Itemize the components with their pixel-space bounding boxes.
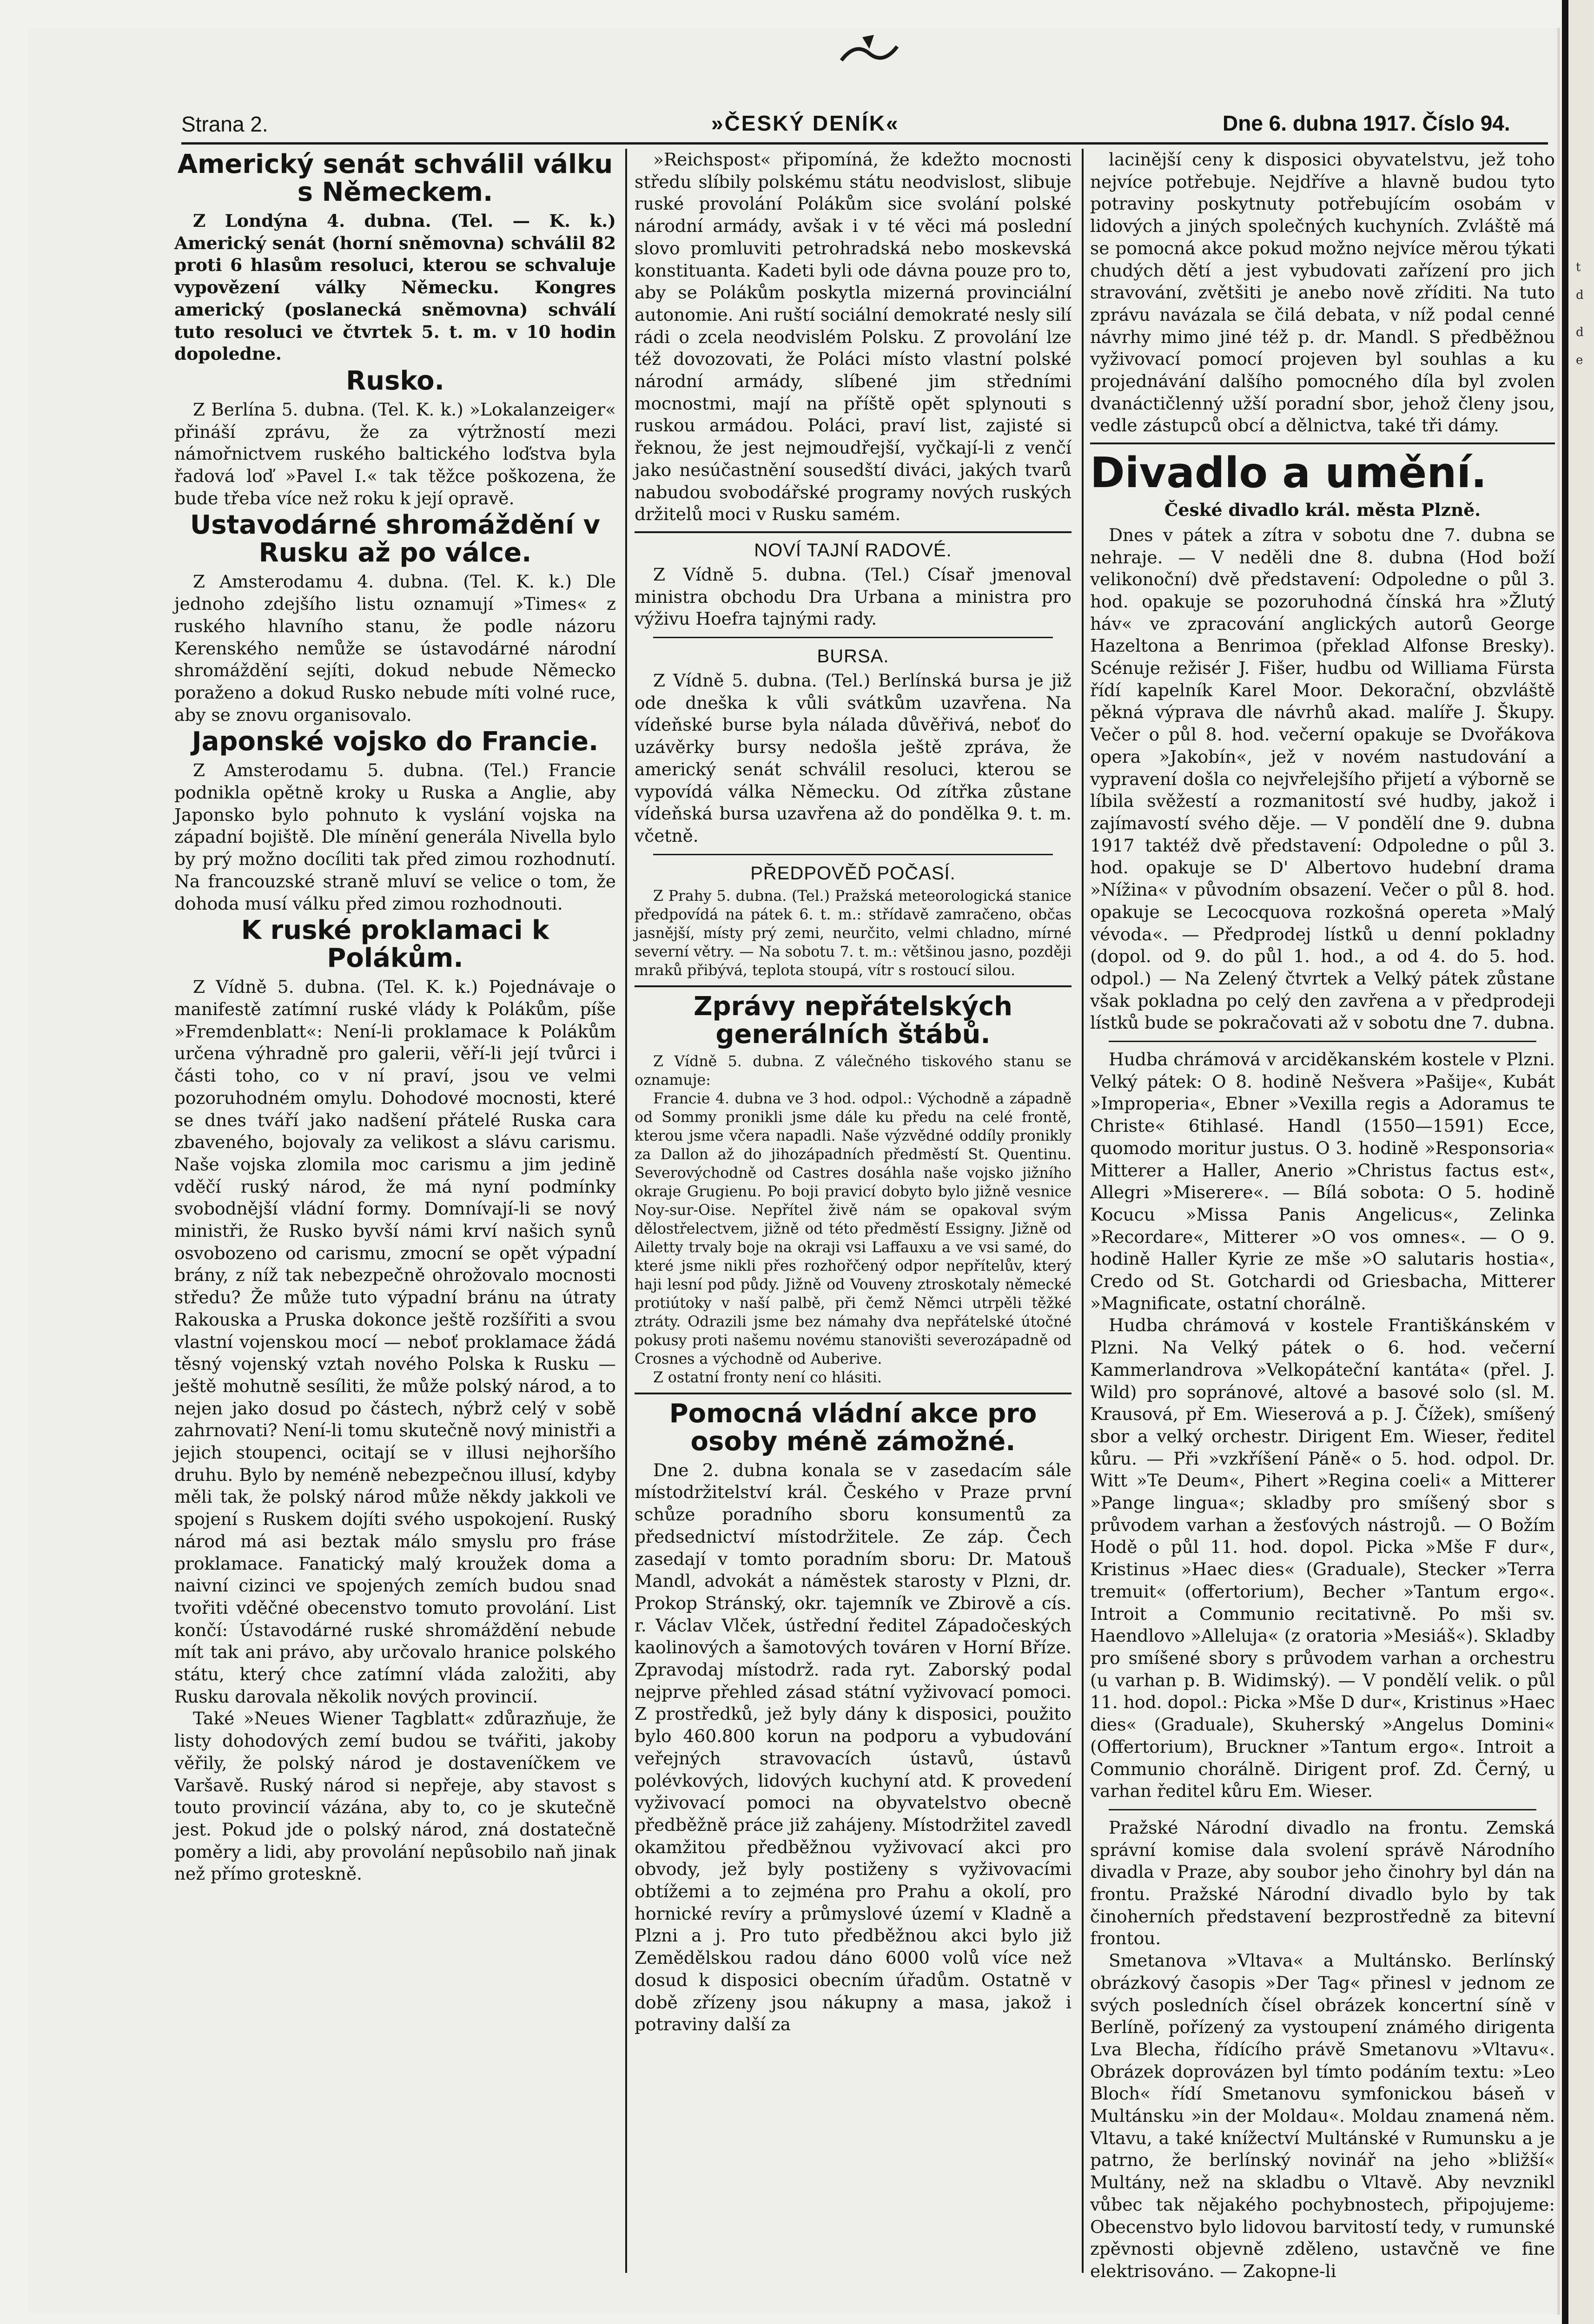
article-headline: Rusko. bbox=[346, 365, 444, 396]
article-body: Z Vídně 5. dubna. Z válečného tiskového stanu se oznamuje: bbox=[635, 1053, 1071, 1089]
masthead-ornament-icon bbox=[837, 28, 902, 70]
article-body: Z Berlína 5. dubna. (Tel. K. k.) »Lokalanzeiger« přináší zprávu, že za výtržností mezi námořnictvem ruského baltického loďstva byla řadová loď »Pavel I.« tak těžce poškozena, že bude třeba více než roku k její opravě. bbox=[174, 399, 616, 508]
edge-letter: e bbox=[1576, 353, 1583, 367]
article-body: Z Amsterodamu 5. dubna. (Tel.) Francie podnikla opětně kroky u Ruska a Anglie, aby Japonsko bylo pohnuto k vyslání vojska na západní bojiště. Dle mínění generála Nivella bylo by prý možno docíliti tak před zimou rozhodnutí. Na francouzské straně mluví se velice o tom, že dohoda musí válku před zimou rozhodnouti. bbox=[174, 760, 616, 914]
article-body: Z Vídně 5. dubna. (Tel.) Berlínská bursa je již ode dneška k vůli svátkům uzavřena. Na vídeňské burse byla nálada důvěřivá, neboť do uzávěrky bursy nedošla ještě zpráva, že americký senát schválil resoluci, kterou se vypovídá válka Německu. Od zítřka zůstane vídeňská bursa uzavřena až do pondělka 9. t. m. včetně. bbox=[635, 670, 1071, 846]
article-subheadline: České divadlo král. města Plzně. bbox=[1164, 500, 1481, 521]
article-body: Z Vídně 5. dubna. (Tel.) Císař jmenoval ministra obchodu Dra Urbana a ministra pro výživu Hoefra tajnými rady. bbox=[635, 564, 1071, 629]
article-body: Z ostatní fronty není co hlásiti. bbox=[653, 1369, 882, 1386]
adjacent-page-strip bbox=[1568, 0, 1594, 2324]
issue-date: Dne 6. dubna 1917. Číslo 94. bbox=[1223, 111, 1510, 135]
page-number: Strana 2. bbox=[181, 112, 268, 136]
section-rule bbox=[635, 1393, 1071, 1394]
edge-letter: d bbox=[1576, 288, 1584, 302]
article-body: Z Londýna 4. dubna. (Tel. — K. k.) Americký senát (horní sněmovna) schválil 82 proti 6 hlasům resoluci, kterou se schvaluje vypovězení války Německu. Kongres americký (poslanecká sněmovna) schválí tuto resoluci ve čtvrtek 5. t. m. v 10 hodin dopoledne. bbox=[174, 211, 616, 364]
adjacent-page-edge bbox=[1562, 0, 1594, 2324]
article-body: Francie 4. dubna ve 3 hod. odpol.: Východně a západně od Sommy pronikli jsme dále ku předu na celé frontě, kterou jsme včera napadli. Naše výzvědné oddíly pronikly za Dallon až do jihozápadních předměstí St. Quentinu. Severovýchodně od Castres dosáhla naše vojsko jižního okraje Grugienu. Po boji pravicí dobyto bylo jižně vesnice Noy-sur-Oise. Nepřítel živě nám se opakoval svým dělostřelectvem, jižně od této předměstí Essigny. Jižně od Ailetty trvaly boje na okraji vsi Laffauxu a ve vsi samé, do které jsme nikli přes rozhořčený odpor nepřítelův, který haji lesní pod půdy. Jižně od Vouveny ztroskotaly německé protiútoky v naší palbě, při čemž Němci utrpěli těžké ztráty. Odrazili jsme bez námahy dva nepřátelské útočné pokusy proti našemu novému stanovišti severozápadně od Crosnes a východně od Auberive. bbox=[635, 1090, 1071, 1367]
article-body: Smetanova »Vltava« a Multánsko. Berlínský obrázkový časopis »Der Tag« přinesl v jednom ze svých posledních čísel obrázek koncertní síně v Berlíně, pořízený za vystoupení známého dirigenta Lva Blecha, řídícího právě Smetanovu »Vltavu«. Obrázek doprovázen byl tímto podáním textu: »Leo Bloch« řídí Smetanovu symfonickou báseň v Multánsku »in der Moldau«. Moldau znamená něm. Vltavu, a také knížectví Multánské v Rumunsku a je patrno, že berlínský novinář na jeho »bližší« Multány, než na skladbu o Vltavě. Aby nevznikl vůbec tak nějakého pochybnostech, připojujeme: Obecenstvo bylo lidovou barvitostí tedy, v rumunské zpěvnosti objevně zděleno, ustavčně ve fine elektrisováno. — Zakopne-li bbox=[1090, 1950, 1555, 2281]
edge-letter: t bbox=[1576, 260, 1581, 274]
article-headline: K ruské proklamaci k Polákům. bbox=[241, 915, 549, 974]
header-rule bbox=[181, 142, 1548, 145]
article-headline: Americký senát schválil válku s Německem. bbox=[177, 149, 613, 207]
section-rule bbox=[1109, 1041, 1536, 1042]
article-headline: PŘEDPOVĚĎ POČASÍ. bbox=[750, 863, 956, 884]
section-rule bbox=[635, 985, 1071, 987]
page-header bbox=[181, 107, 1562, 144]
masthead-title: »ČESKÝ DENÍK« bbox=[711, 111, 900, 135]
article-body: lacinější ceny k disposici obyvatelstvu, jež toho nejvíce potřebuje. Nejdříve a hlavně budou tyto potraviny poskytnuty potřebujícím osobám v lidových a jiných společných kuchyních. Zvláště má se pomocná akce pokud možno nejvíce měrou týkati chudých dětí a jest vybudovati zařízení pro jich stravování, zvětšiti je anebo nově zříditi. Na tuto zprávu navázala se čilá debata, v níž podal cenné návrhy mimo jiné též p. dr. Mandl. S předběžnou vyživovací pomocí projeven byl souhlas a ku projednávání dalšího pomocného díla byl zvolen dvanáctičlenný užší poradní sbor, jehož členy jsou, vedle zástupců obcí a dělnictva, také tři dámy. bbox=[1090, 149, 1555, 436]
article-body: Hudba chrámová v kostele Františkánském v Plzni. Na Velký pátek o 6. hod. večerní Kammerlandrova »Velkopáteční kantáta« (přel. J. Wild) pro sopránové, altové a basové solo (sl. M. Krausová, př Em. Wieserová a p. J. Čížek), smíšený sbor a velký orchestr. Dirigent Em. Wieser, ředitel kůru. — Při »vzkříšení Páně« o 5. hod. odpol. Dr. Witt »Te Deum«, Pihert »Regina coeli« a Mitterer »Pange lingua«; skladby pro smíšený sbor s průvodem varhan a žesťových nástrojů. — O Božím Hodě o půl 11. hod. dopol. Picka »Mše F dur«, Kristinus »Haec dies« (Graduale), Stecker »Terra tremuit« (offertorium), Becher »Tantum ergo«. Introit a Communio recitativně. Po mši sv. Haendlovo »Alleluja« (z oratoria »Mesiáš«). Skladby pro smíšené sbory s průvodem varhan a orchestru (u varhan p. B. Widimský). — V pondělí velik. o půl 11. hod. dopol.: Picka »Mše D dur«, Kristinus »Haec dies« (Graduale), Skuherský »Angelus Domini« (Offertorium), Bruckner »Tantum ergo«. Introit a Communio chorálně. Dirigent prof. Zd. Černý, u varhan ředitel kůru Em. Wieser. bbox=[1090, 1315, 1555, 1802]
article-headline: BURSA. bbox=[817, 646, 889, 667]
article-body: »Reichspost« připomíná, že kdežto mocnosti středu slíbily polskému státu neodvislost, slibuje ruské provolání Polákům sice svolání polské národní armády, avšak i v té věci má poslední slovo promluviti petrohradská nebo moskevská konstituanta. Kadeti byli ode dávna pouze pro to, aby se Polákům poskytla mizerná provinciální autonomie. Ani ruští sociální demokraté nesly silí rádi o zcela neodvislém Polsku. Z provolání lze též dovozovati, že Poláci místo vlastní polské národní armády, slíbené jim středními mocnostmi, mají na příště opět splynouti s ruskou armádou. Poláci, praví list, zajisté si řeknou, že jest nejmoudřejší, vyčkají-li z venčí jako nesúčastnění sousedští diváci, jakých tvarů nabudou svobodářské programy nových ruských držitelů moci v Rusku samém. bbox=[635, 149, 1071, 525]
article-body: Dnes v pátek a zítra v sobotu dne 7. dubna se nehraje. — V neděli dne 8. dubna (Hod boží velikonoční) dvě představení: Odpoledne o půl 3. hod. opakuje se pozoruhodná čínská hra »Žlutý háv« ve zpracování anglických autorů George Hazeltona a Benrimoa (překlad Alfonse Bresky). Scénuje režisér J. Fišer, hudbu od Williama Fürsta řídí kapelník Karel Moor. Dekorační, obzvláště pěkná výprava dle návrhů akad. malíře J. Škupy. Večer o půl 8. hod. večerní opakuje se Dvořákova opera »Jakobín«, jež v novém nastudování a vypravení došla co nejvřelejšího přijetí a výborně se líbila svěžestí a rozmanitostí své hudby, jakož i zajímavostí svého děje. — V pondělí dne 9. dubna 1917 taktéž dvě představení: Odpoledne o půl 3. hod. opakuje se D' Albertovo hudební drama »Nížina« v původním obsazení. Večer o půl 8. hod. opakuje se Lecocquova rozkošná opereta »Malý vévoda«. — Předprodej lístků u denní pokladny (dopol. od 9. do půl 1. hod., a od 4. do 5. hod. odpol.) — Na Zelený čtvrtek a Velký pátek zůstane však pokladna po celý den zavřena a v předprodeji lístků bude se pokračovati až v sobotu dne 7. dubna. bbox=[1090, 524, 1555, 1033]
article-body: Hudba chrámová v arciděkanském kostele v Plzni. Velký pátek: O 8. hodině Nešvera »Pašije«, Kubát »Improperia«, Ebner »Vexilla regis a Adoramus te Christe« 6tihlasé. Handl (1550—1591) Ecce, quomodo moritur justus. O 3. hodině »Responsoria« Mitterer a Haller, Anerio »Christus factus est«, Allegri »Miserere«. — Bílá sobota: O 5. hodině Kocucu »Missa Panis Angelicus«, Zelinka »Recordare«, Mitterer »O vos omnes«. — O 9. hodině Haller Kyrie ze mše »O salutaris hostia«, Credo od St. Gotchardi od Griesbacha, Mitterer »Magnificate, ostatní chorálně. bbox=[1090, 1049, 1555, 1314]
article-body: Z Prahy 5. dubna. (Tel.) Pražská meteorologická stanice předpovídá na pátek 6. t. m.: střídavě zamračeno, občas jasnější, místy prý zemi, neurčito, velmi chladno, mírné severní větry. — Na sobotu 7. t. m.: většinou jasno, později mraků přibývá, teplota stoupá, vítr s rostoucí silou. bbox=[635, 887, 1071, 979]
column-middle bbox=[635, 149, 1071, 2036]
section-rule bbox=[653, 854, 1053, 855]
article-headline: Zprávy nepřátelských generálních štábů. bbox=[693, 991, 1013, 1050]
column-left bbox=[174, 149, 616, 1885]
article-headline: Ustavodárné shromáždění v Rusku až po válce. bbox=[190, 510, 601, 568]
section-rule bbox=[635, 531, 1071, 533]
section-rule bbox=[1109, 1809, 1536, 1810]
article-headline: Japonské vojsko do Francie. bbox=[192, 726, 599, 757]
article-body: Dne 2. dubna konala se v zasedacím sále místodržitelství král. Českého v Praze první schůze poradního sboru konsumentů za předsednictví místodržitele. Ze záp. Čech zasedají v tomto poradním sboru: Dr. Matouš Mandl, advokát a náměstek starosty v Plzni, dr. Prokop Stránský, okr. tajemník ve Zbirově a cís. r. Václav Vlček, ústřední ředitel Západočeských kaolinových a šamotových továren v Horní Bříze. Zpravodaj místodrž. rada ryt. Zaborský podal nejprve přehled zásad státní vyživovací pomoci. Z prostředků, jež byly dány k disposici, použito bylo 460.800 korun na podporu a vybudování veřejných stravovacích ústavů, ústavů polévkových, lidových kuchyní atd. K provedení vyživovací pomoci na obyvatelstvo obecně předběžně práce již zahájeny. Místodržitel zavedl okamžitou předběžnou vyživovací akci pro obvody, jež byly postiženy s vyživovacími obtížemi a to zejména pro Prahu a okolí, pro hornické revíry a průmyslové území v Kladně a Plzni a j. Pro tuto předběžnou akci bylo již Zemědělskou radou dáno 6000 volů více než dosud k disposici obecním úřadům. Ostatně v době zřízeny jsou nákupny a masa, jakož i potraviny další za bbox=[635, 1459, 1071, 2035]
edge-letter: d bbox=[1576, 325, 1584, 339]
article-body: Z Vídně 5. dubna. (Tel. K. k.) Pojednávaje o manifestě zatímní ruské vlády k Polákům, píše »Fremdenblatt«: Není-li proklamace k Polákům určena výhradně pro galerii, věří-li její tvůrci i části toho, co v ní praví, jsou ve velmi pozoruhodném omylu. Dohodové mocnosti, které se dnes tváří jako nadšení přátelé Ruska cara zbaveného, bojovaly za velikost a slávu carismu. Naše vojska zlomila moc carismu a jim jedině vděčí ruský národ, že má nyní podmínky svobodnější vládní formy. Domnívají-li se nový ministři, že Rusko byvší námi krví našich synů osvobozeno od carismu, zmocní se opět výpadní brány, z níž tak nebezpečně ohrožovalo mocnosti středu? Že může tuto výpadní bránu na útraty Rakouska a Pruska dokonce ještě rozšířiti a svou vlastní vojenskou mocí — neboť proklamace žádá těsný vojenský vztah nového Polska k Rusku — ještě mohutně sesíliti, že může polský národ, a to nejen jako dosud po částech, nýbrž celý v sobě zahrnovati? Není-li tomu skutečně nový ministři a jejich stoupenci, ocitají se v illusi nejhoršího druhu. Bylo by neméně nebezpečnou illusí, kdyby měli tak, že polský národ může někdy jakkoli ve spojení s Ruskem dojíti svého uspokojení. Ruský národ má asi beztak málo smyslu pro fráse proklamace. Fanatický malý kroužek doma a naivní cizinci ve spojených zemích budou snad tvořiti vděčné obecenstvo tomuto provolání. List končí: Ústavodárné ruské shromáždění nebude mít tak ani právo, aby určovalo hranice polského státu, který chce zatímní vláda založiti, aby Rusku darovala několik nových provincií. bbox=[174, 977, 616, 1707]
article-body: Pražské Národní divadlo na frontu. Zemská správní komise dala svolení správě Národního divadla v Praze, aby soubor jeho činohry byl dán na frontu. Pražské Národní divadlo bylo by tak činoherních představení bezprostředně za bitevní frontou. bbox=[1090, 1817, 1555, 1949]
section-headline: Divadlo a umění. bbox=[1090, 449, 1487, 498]
article-headline: NOVÍ TAJNÍ RADOVÉ. bbox=[754, 540, 952, 561]
column-divider bbox=[625, 149, 627, 2273]
section-rule bbox=[1090, 442, 1555, 444]
section-rule bbox=[653, 637, 1053, 638]
article-headline: Pomocná vládní akce pro osoby méně zámožné. bbox=[669, 1398, 1037, 1457]
article-body: Z Amsterodamu 4. dubna. (Tel. K. k.) Dle jednoho zdejšího listu oznamují »Times« z ruského hlavního stanu, že podle názoru Kerenského nemůže se ústavodárné národní shromáždění sejíti, dokud nebude Německo poraženo a dokud Rusko nebude míti volné ruce, aby se znovu organisovalo. bbox=[174, 571, 616, 725]
column-right bbox=[1090, 149, 1555, 2283]
article-body: Také »Neues Wiener Tagblatt« zdůrazňuje, že listy dohodových zemí budou se tvářiti, jakoby věřily, že polský národ je dostaveníčkem ve Varšavě. Ruský národ si nepřeje, aby stavost s touto provincií vázána, aby to, co je skutečně jest. Pokud jde o polský národ, zná dostatečně poměry a lidi, aby provolání nepůsobilo naň jinak než přímo groteskně. bbox=[174, 1708, 616, 1884]
column-divider bbox=[1082, 149, 1084, 2273]
